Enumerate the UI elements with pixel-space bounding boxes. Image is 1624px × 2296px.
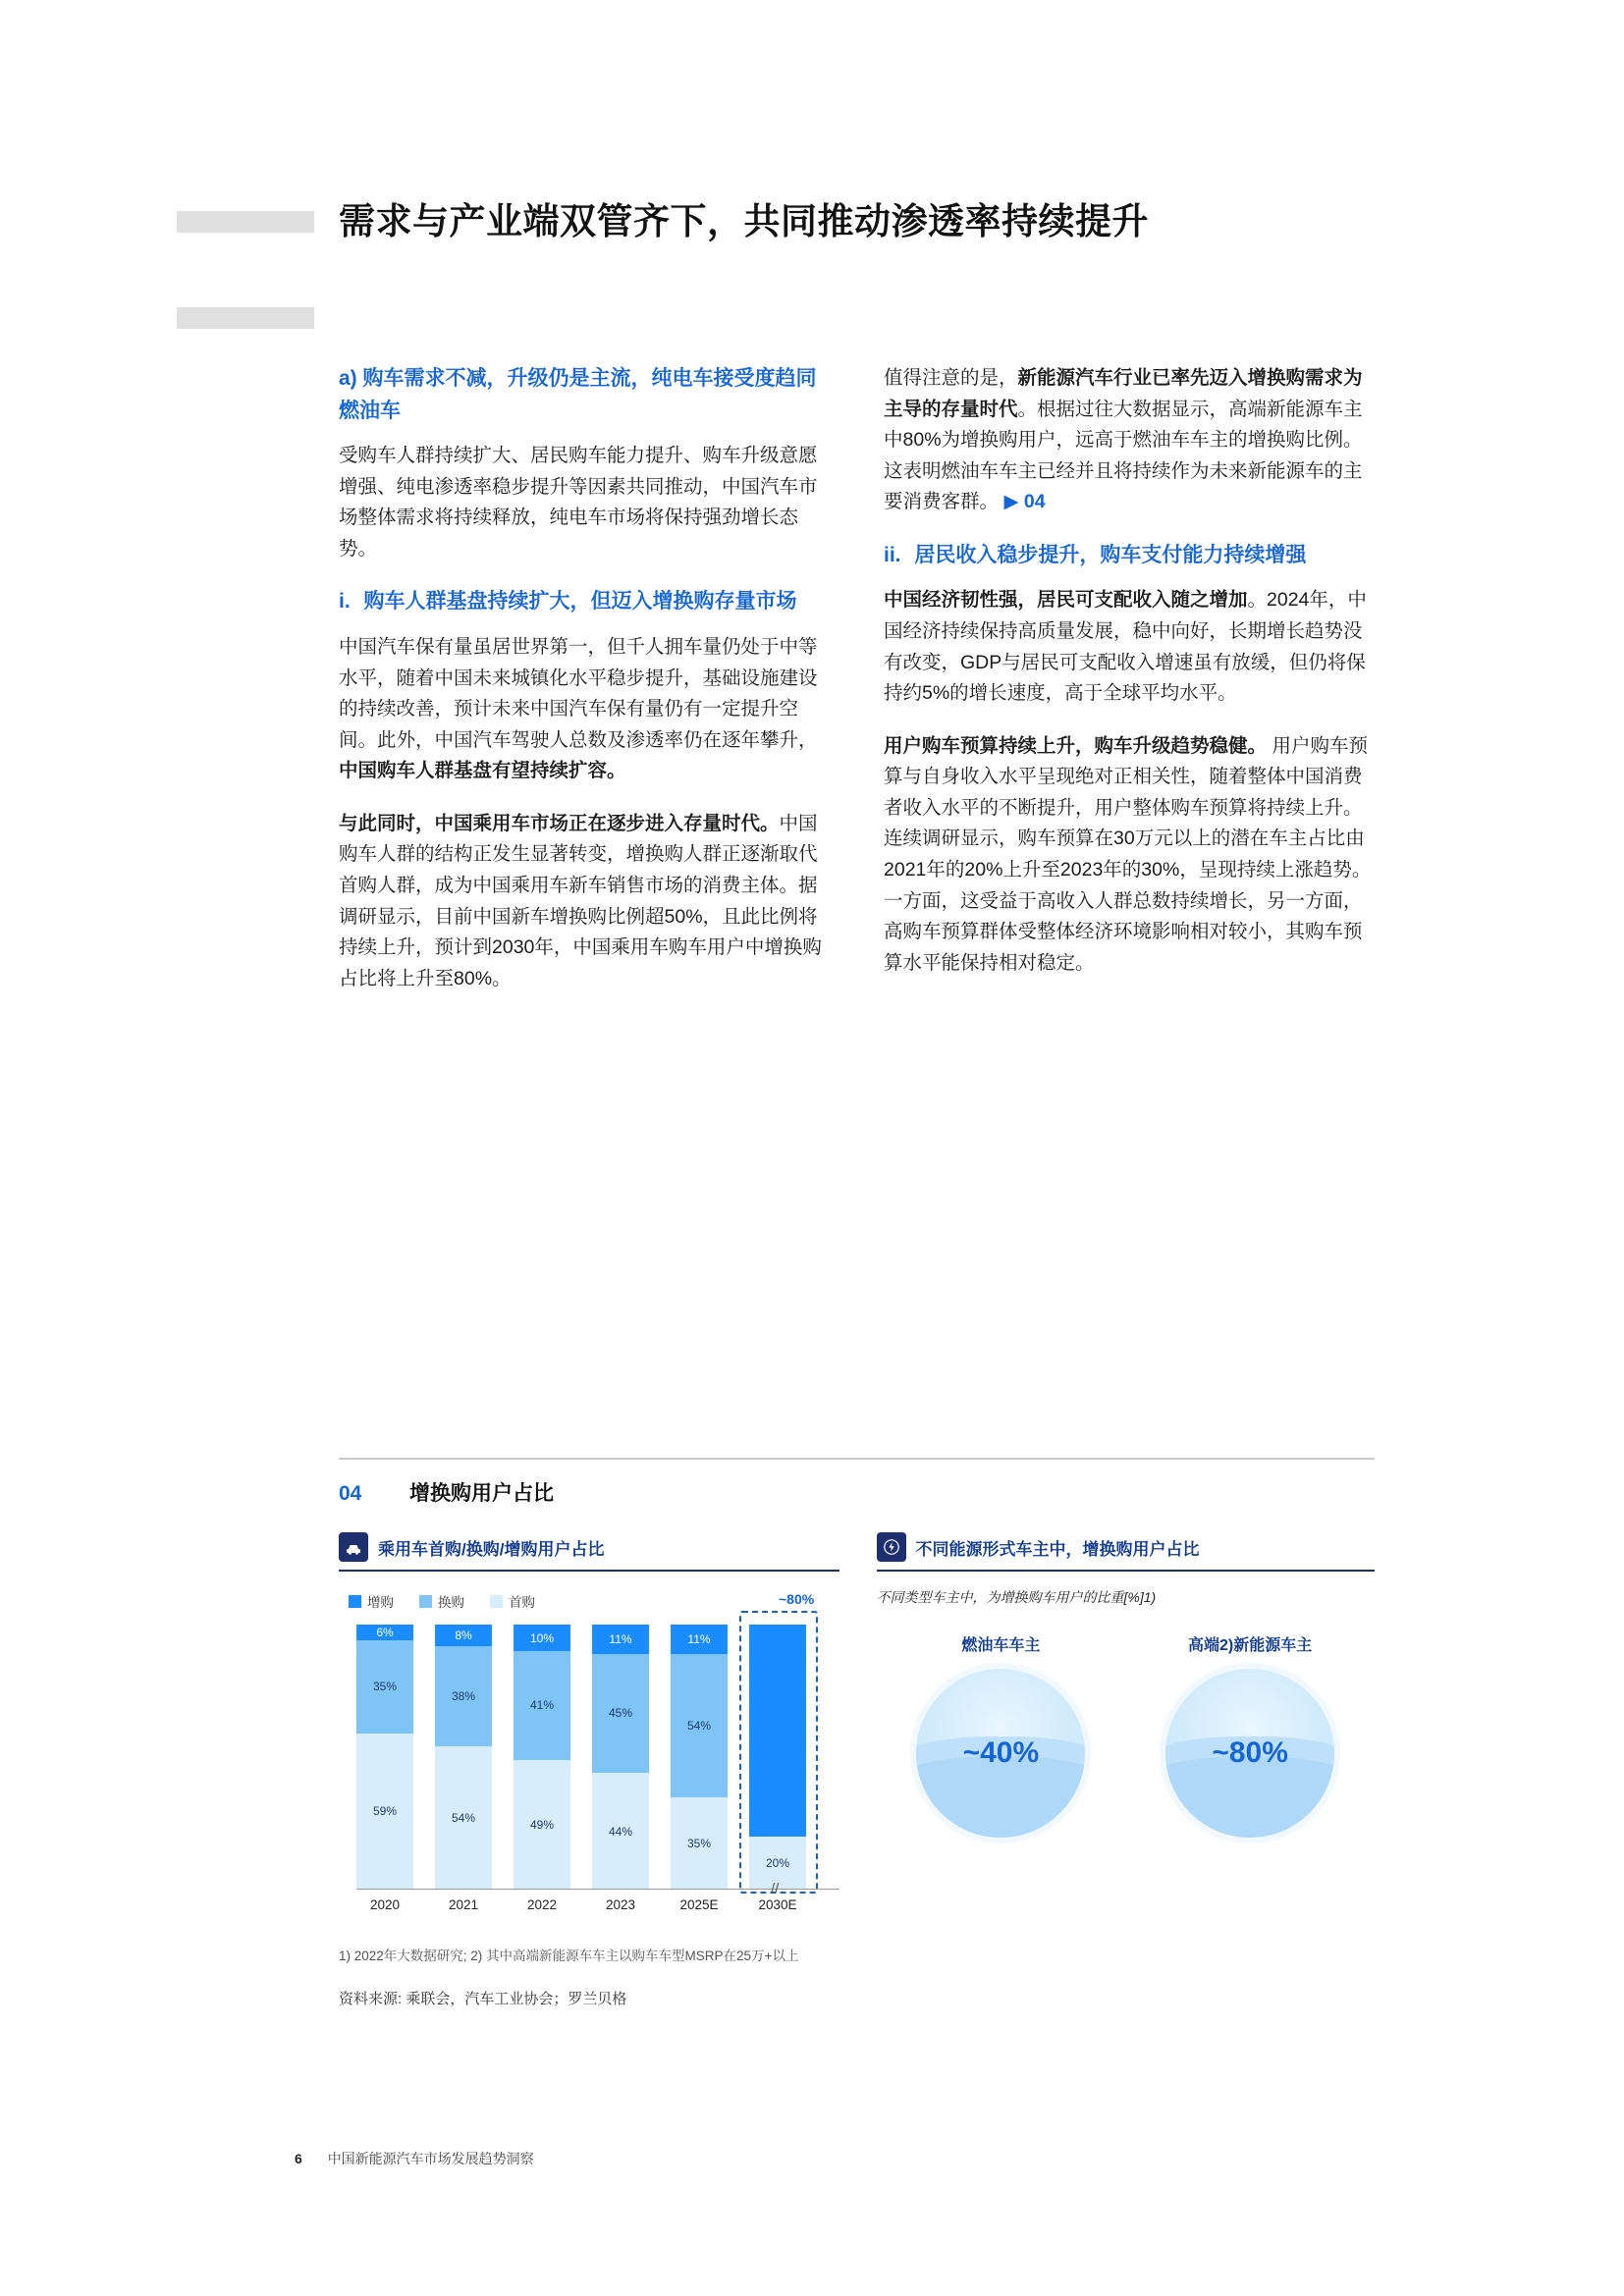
legend-item-huangou xyxy=(419,1591,464,1611)
bar-segment-huangou-2023: 45% xyxy=(592,1654,649,1774)
bubbles-subtitle: 不同类型车主中，为增换购车用户的比重[%]1) xyxy=(876,1589,1157,1605)
energy-car-icon xyxy=(877,1532,906,1562)
x-label-2021: 2021 xyxy=(448,1897,479,1912)
paragraph-a: 受购车人群持续扩大、居民购车能力提升、购车升级意愿增强、纯电渗透率稳步提升等因素共同推动，中国汽车市场整体需求将持续释放，纯电车市场将保持强劲增长态势。 xyxy=(339,445,818,560)
paragraph-note xyxy=(884,363,1375,518)
chart-panel-rule xyxy=(339,1570,839,1572)
paragraph-note-bold2: 存量时代 xyxy=(941,398,1018,420)
bar-segment-zenggou-2025E: 11% xyxy=(671,1625,728,1654)
heading-ii-number: ii. xyxy=(884,543,901,566)
paragraph-i-1-part1: 中国汽车保有量虽居世界第一，但千人拥车量仍处于中等水平，随着中国未来城镇化水平稳步提升，基础设施建设的持续改善，预计未来中国汽车保有量仍有一定提升空间。此外，中国汽车驾驶人总数及渗透率仍在逐年攀升， xyxy=(339,635,818,751)
bar-segment-shougou-2022: 49% xyxy=(514,1760,570,1890)
paragraph-note-part2: 。根据过往大数据显示，高端新能源车主中80%为增换购用户，远高于燃油车车主的增换购比例。这表明燃油车车主已经并且将持续作为未来新能源车的主要消费客群。 xyxy=(884,398,1363,513)
bubble-label-fuel: 燃油车车主 xyxy=(961,1637,1041,1654)
bar-segment-shougou-2020: 59% xyxy=(356,1734,413,1890)
x-label-2030E: 2030E xyxy=(758,1897,797,1912)
header-accent-bar-top xyxy=(177,211,314,233)
legend-label-huangou: 换购 xyxy=(438,1595,464,1610)
paragraph-i-1-bold: 中国购车人群基盘有望持续扩容。 xyxy=(339,760,626,782)
bubble-value-nev: ~80% xyxy=(1212,1736,1288,1769)
highlight-dashed-box xyxy=(739,1611,818,1894)
x-label-2022: 2022 xyxy=(526,1897,558,1912)
left-column xyxy=(339,363,830,1016)
header-accent-bar-bottom xyxy=(177,307,314,329)
heading-ii xyxy=(884,540,1375,572)
paragraph-i-2 xyxy=(339,809,830,994)
bar-segment-huangou-2020: 35% xyxy=(356,1640,413,1734)
paragraph-ii-1-bold: 中国经济韧性强，居民可支配收入随之增加 xyxy=(884,589,1248,612)
exhibit-number: 04 xyxy=(339,1482,362,1505)
bar-group-2021 xyxy=(435,1625,492,1890)
chart-panel xyxy=(339,1532,839,1919)
heading-ii-text: 居民收入稳步提升，购车支付能力持续增强 xyxy=(914,543,1307,566)
legend-swatch-shougou xyxy=(490,1595,503,1608)
heading-a: a) 购车需求不减，升级仍是主流，纯电车接受度趋同燃油车 xyxy=(339,367,817,422)
bar-segment-zenggou-2022: 10% xyxy=(514,1625,570,1651)
exhibit-title: 增换购用户占比 xyxy=(409,1482,554,1505)
bubble-circle-fuel xyxy=(916,1669,1085,1838)
paragraph-i-2-bold: 与此同时，中国乘用车市场正在逐步进入存量时代。 xyxy=(339,812,780,834)
bar-segment-zenggou-2021: 8% xyxy=(435,1625,492,1646)
bubble-circle-nev xyxy=(1165,1669,1334,1838)
bar-segment-zenggou-2023: 11% xyxy=(592,1625,649,1654)
exhibit-header xyxy=(339,1477,1375,1507)
bar-segment-shougou-2025E: 35% xyxy=(671,1797,728,1891)
chart-panel-header xyxy=(339,1532,839,1562)
bubble-fuel xyxy=(893,1632,1109,1838)
legend-label-shougou: 首购 xyxy=(509,1595,535,1610)
axis-break-icon: // xyxy=(771,1881,780,1897)
x-label-2025E: 2025E xyxy=(679,1897,719,1912)
right-column xyxy=(884,363,1375,1000)
page-footer xyxy=(295,2149,534,2168)
exhibit-footnote: 1) 2022年大数据研究; 2) 其中高端新能源车车主以购车车型MSRP在25万+以上 xyxy=(339,1949,799,1963)
bubbles-panel-title: 不同能源形式车主中，增换购用户占比 xyxy=(915,1539,1200,1559)
paragraph-note-bold1: 新能源汽车行业已率先迈入增换购需求为主导的 xyxy=(884,367,1363,420)
bar-group-2025E xyxy=(671,1625,728,1890)
page-number: 6 xyxy=(295,2151,302,2166)
bar-segment-huangou-2021: 38% xyxy=(435,1646,492,1747)
bar-group-2030E xyxy=(749,1591,815,1890)
paragraph-note-part1: 值得注意的是， xyxy=(884,367,1018,389)
bar-segment-huangou-2025E: 54% xyxy=(671,1654,728,1797)
bubble-nev xyxy=(1142,1632,1358,1838)
annotation-80: ~80% xyxy=(779,1591,815,1607)
bubbles-panel xyxy=(877,1532,1376,1919)
page-title: 需求与产业端双管齐下，共同推动渗透率持续提升 xyxy=(339,201,1149,241)
paragraph-ii-2-body: 用户购车预算与自身收入水平呈现绝对正相关性，随着整体中国消费者收入水平的不断提升，用户整体购车预算将持续上升。连续调研显示，购车预算在30万元以上的潜在车主占比由2021年的20%上升至2023年的30%，呈现持续上涨趋势。一方面，这受益于高收入人群总数持续增长，另一方面，高购车预算群体受整体经济环境影响相对较小，其购车预算水平能保持相对稳定。 xyxy=(884,734,1372,974)
heading-i-text: 购车人群基盘持续扩大，但迈入增换购存量市场 xyxy=(363,590,797,614)
exhibit-source: 资料来源: 乘联会，汽车工业协会；罗兰贝格 xyxy=(339,1991,627,2007)
bubble-label-nev: 高端2)新能源车主 xyxy=(1188,1637,1313,1654)
bubbles-panel-rule xyxy=(877,1570,1376,1572)
bubble-group xyxy=(877,1632,1376,1838)
paragraph-i-1 xyxy=(339,632,830,787)
exhibit-reference-04[interactable]: ▶ 04 xyxy=(1003,491,1046,513)
footer-text: 中国新能源汽车市场发展趋势洞察 xyxy=(327,2151,534,2166)
bubble-value-fuel: ~40% xyxy=(962,1736,1040,1769)
bar-segment-shougou-2023: 44% xyxy=(592,1773,649,1890)
bar-segment-huangou-2022: 41% xyxy=(514,1651,570,1760)
legend-swatch-huangou xyxy=(419,1595,432,1608)
bar-group-2023 xyxy=(592,1625,649,1890)
chart-legend xyxy=(339,1591,839,1611)
paragraph-ii-1-body: 。2024年，中国经济持续保持高质量发展，稳中向好，长期增长趋势没有改变，GDP与居民可支配收入增速虽有放缓，但仍将保持约5%的增长速度，高于全球平均水平。 xyxy=(884,589,1367,705)
heading-i xyxy=(339,586,830,618)
bar-group-2022 xyxy=(514,1625,570,1890)
legend-swatch-zenggou xyxy=(349,1595,361,1608)
bubbles-panel-header xyxy=(877,1532,1376,1562)
legend-item-shougou xyxy=(490,1591,535,1611)
chart-x-labels xyxy=(356,1897,839,1912)
paragraph-ii-1 xyxy=(884,585,1375,709)
x-label-2023: 2023 xyxy=(605,1897,636,1912)
chart-panel-title: 乘用车首购/换购/增购用户占比 xyxy=(378,1539,605,1559)
legend-label-zenggou: 增购 xyxy=(367,1595,394,1610)
exhibit-panels xyxy=(339,1532,1375,1919)
bar-group-2020 xyxy=(356,1625,413,1890)
exhibit-block xyxy=(339,1458,1375,2008)
exhibit-divider xyxy=(339,1458,1375,1460)
chart-axis-line xyxy=(356,1889,839,1890)
x-label-2020: 2020 xyxy=(369,1897,401,1912)
paragraph-i-2-body: 中国购车人群的结构正发生显著转变，增换购人群正逐渐取代首购人群，成为中国乘用车新车销售市场的消费主体。据调研显示，目前中国新车增换购比例超50%，且此比例将持续上升，预计到2030年，中国乘用车购车用户中增换购占比将上升至80%。 xyxy=(339,812,822,989)
heading-i-number: i. xyxy=(339,590,351,614)
paragraph-ii-2-bold: 用户购车预算持续上升，购车升级趋势稳健。 xyxy=(884,734,1268,757)
bar-segment-zenggou-2020: 6% xyxy=(356,1625,413,1640)
car-chart-icon xyxy=(339,1532,368,1562)
bar-segment-shougou-2030E: 20% xyxy=(749,1837,806,1890)
bar-segment-shougou-2021: 54% xyxy=(435,1746,492,1890)
legend-item-zenggou xyxy=(349,1591,394,1611)
paragraph-ii-2 xyxy=(884,731,1375,980)
